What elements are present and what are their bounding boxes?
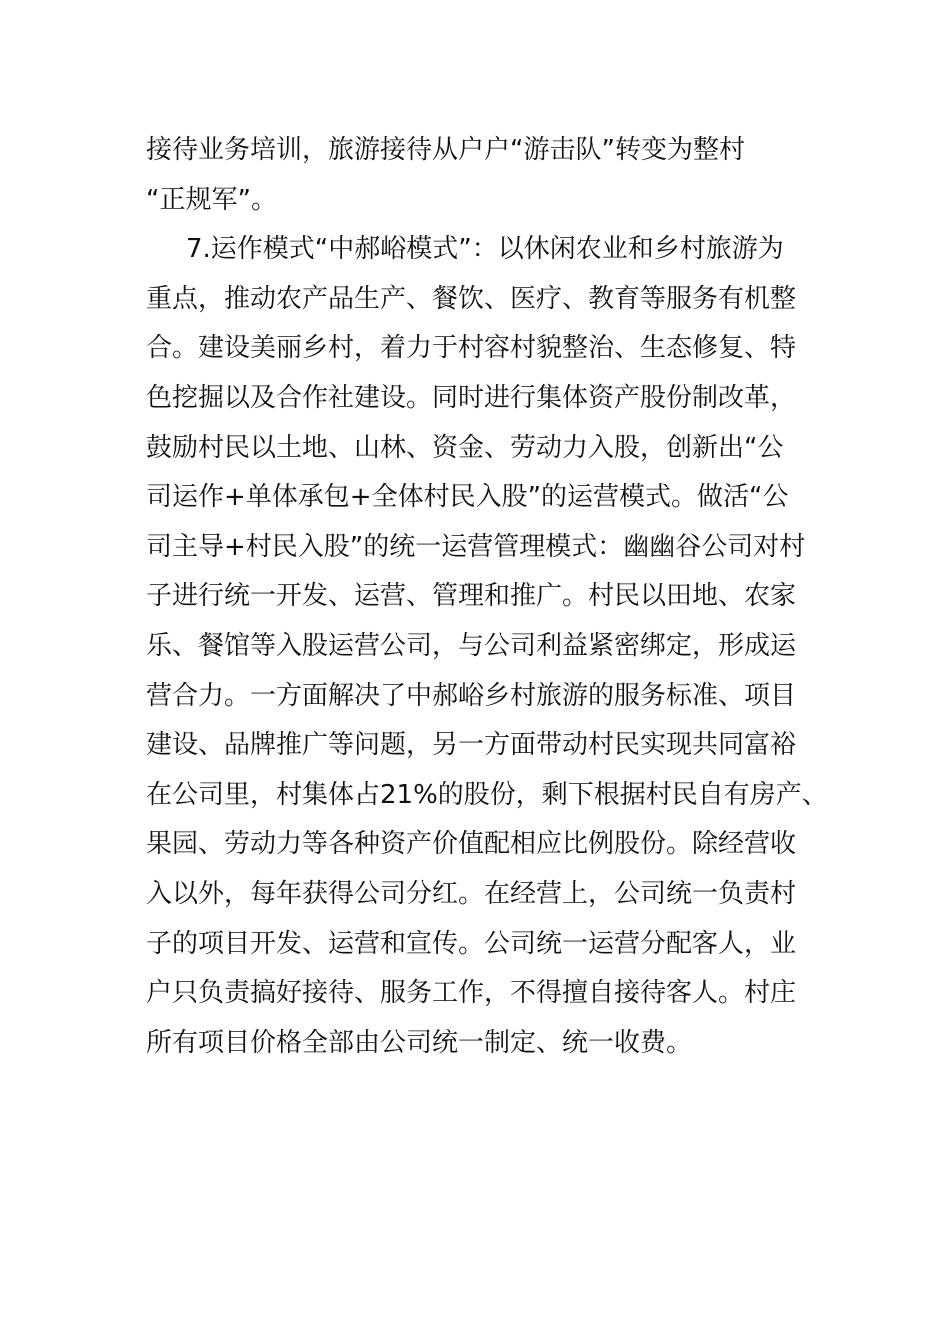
text-line-19: 所有项目价格全部由公司统一制定、统一收费。: [146, 1027, 693, 1058]
text-line-9: 司主导+村民入股”的统一运营管理模式：幽幽谷公司对村: [146, 531, 806, 562]
text-line-17: 子的项目开发、运营和宣传。公司统一运营分配客人，业: [146, 928, 797, 959]
text-line-3: 7.运作模式“中郝峪模式”：以休闲农业和乡村旅游为: [186, 234, 784, 265]
text-line-16: 入以外，每年获得公司分红。在经营上，公司统一负责村: [146, 878, 797, 909]
text-line-12: 营合力。一方面解决了中郝峪乡村旅游的服务标准、项目: [146, 680, 797, 711]
text-line-8: 司运作+单体承包+全体村民入股”的运营模式。做活“公: [146, 482, 789, 513]
text-line-18: 户只负责搞好接待、服务工作，不得擅自接待客人。村庄: [146, 978, 797, 1009]
text-line-6: 色挖掘以及合作社建设。同时进行集体资产股份制改革，: [146, 382, 797, 413]
text-line-2: “正规军”。: [146, 184, 277, 215]
text-line-7: 鼓励村民以土地、山林、资金、劳动力入股，创新出“公: [146, 432, 784, 463]
text-line-11: 乐、餐馆等入股运营公司，与公司利益紧密绑定，形成运: [146, 630, 797, 661]
text-line-4: 重点，推动农产品生产、餐饮、医疗、教育等服务有机整: [146, 283, 797, 314]
text-line-1: 接待业务培训，旅游接待从户户“游击队”转变为整村: [146, 135, 745, 165]
text-line-13: 建设、品牌推广等问题，另一方面带动村民实现共同富裕: [146, 730, 797, 761]
text-line-5: 合。建设美丽乡村，着力于村容村貌整治、生态修复、特: [146, 333, 797, 364]
body-text: [146, 126, 846, 1068]
text-line-15: 果园、劳动力等各种资产价值配相应比例股份。除经营收: [146, 829, 797, 860]
text-line-10: 子进行统一开发、运营、管理和推广。村民以田地、农家: [146, 581, 797, 612]
text-line-14: 在公司里，村集体占21%的股份，剩下根据村民自有房产、: [146, 779, 828, 810]
